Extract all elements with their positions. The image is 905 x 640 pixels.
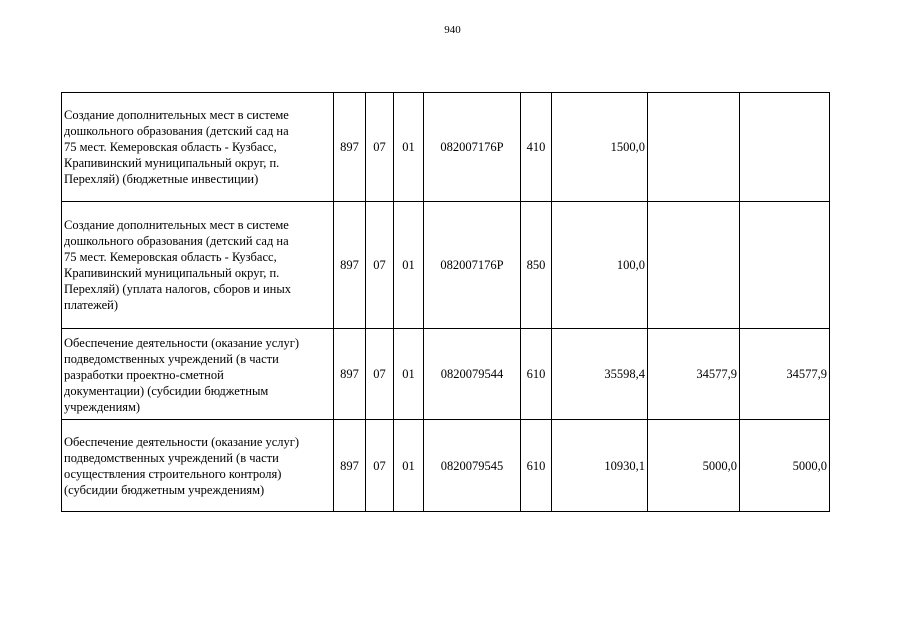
page-number: 940 (444, 24, 461, 36)
description-line: Создание дополнительных мест в системе (64, 108, 289, 122)
description-line: (субсидии бюджетным учреждениям) (64, 482, 265, 497)
table-row (62, 329, 830, 420)
target-article-cell: 0820079544 (424, 329, 521, 420)
description-line: Обеспечение деятельности (оказание услуг) (64, 434, 300, 449)
amount-1-cell: 10930,1 (552, 420, 648, 512)
amount-2-cell (648, 202, 740, 329)
description-line: 75 мест. Кемеровская область - Кузбасс, (64, 140, 277, 154)
amount-2-cell: 34577,9 (648, 329, 740, 420)
section-code-cell: 07 (366, 202, 394, 329)
row-description (62, 93, 334, 202)
section-code-cell: 07 (366, 329, 394, 420)
amount-3-cell: 5000,0 (740, 420, 830, 512)
section-code-cell: 07 (366, 420, 394, 512)
description-line: дошкольного образования (детский сад на (64, 234, 289, 248)
subsection-code-cell: 01 (394, 202, 424, 329)
ministry-code-cell: 897 (334, 93, 366, 202)
description-line: документации) (субсидии бюджетным (64, 383, 269, 398)
expense-type-cell: 610 (521, 420, 552, 512)
description-line: Крапивинский муниципальный округ, п. (64, 266, 280, 280)
ministry-code-cell: 897 (334, 329, 366, 420)
row-description (62, 202, 334, 329)
subsection-code-cell: 01 (394, 420, 424, 512)
subsection-code-cell: 01 (394, 93, 424, 202)
section-code-cell: 07 (366, 93, 394, 202)
amount-2-cell: 5000,0 (648, 420, 740, 512)
ministry-code-cell: 897 (334, 202, 366, 329)
target-article-cell: 0820079545 (424, 420, 521, 512)
description-line: 75 мест. Кемеровская область - Кузбасс, (64, 250, 277, 264)
description-line: дошкольного образования (детский сад на (64, 124, 289, 138)
target-article-cell: 082007176Р (424, 202, 521, 329)
ministry-code-cell: 897 (334, 420, 366, 512)
description-line: осуществления строительного контроля) (64, 466, 282, 481)
description-line: разработки проектно-сметной (64, 367, 224, 382)
subsection-code-cell: 01 (394, 329, 424, 420)
table-row (62, 202, 830, 329)
description-line: Создание дополнительных мест в системе (64, 218, 289, 232)
target-article-cell: 082007176Р (424, 93, 521, 202)
description-line: подведомственных учреждений (в части (64, 351, 279, 366)
amount-3-cell (740, 93, 830, 202)
expense-type-cell: 610 (521, 329, 552, 420)
amount-1-cell: 100,0 (552, 202, 648, 329)
description-line: платежей) (64, 298, 119, 312)
expense-type-cell: 410 (521, 93, 552, 202)
budget-table (61, 92, 830, 512)
amount-1-cell: 1500,0 (552, 93, 648, 202)
row-description (62, 329, 334, 420)
description-line: Крапивинский муниципальный округ, п. (64, 156, 280, 170)
description-line: Перехляй) (уплата налогов, сборов и иных (64, 282, 292, 296)
amount-2-cell (648, 93, 740, 202)
table-row (62, 420, 830, 512)
row-description (62, 420, 334, 512)
description-line: подведомственных учреждений (в части (64, 450, 279, 465)
amount-3-cell (740, 202, 830, 329)
table-body (62, 93, 830, 512)
description-line: Обеспечение деятельности (оказание услуг) (64, 335, 300, 350)
amount-3-cell: 34577,9 (740, 329, 830, 420)
amount-1-cell: 35598,4 (552, 329, 648, 420)
description-line: Перехляй) (бюджетные инвестиции) (64, 172, 259, 186)
description-line: учреждениям) (64, 399, 141, 414)
table-row (62, 93, 830, 202)
expense-type-cell: 850 (521, 202, 552, 329)
